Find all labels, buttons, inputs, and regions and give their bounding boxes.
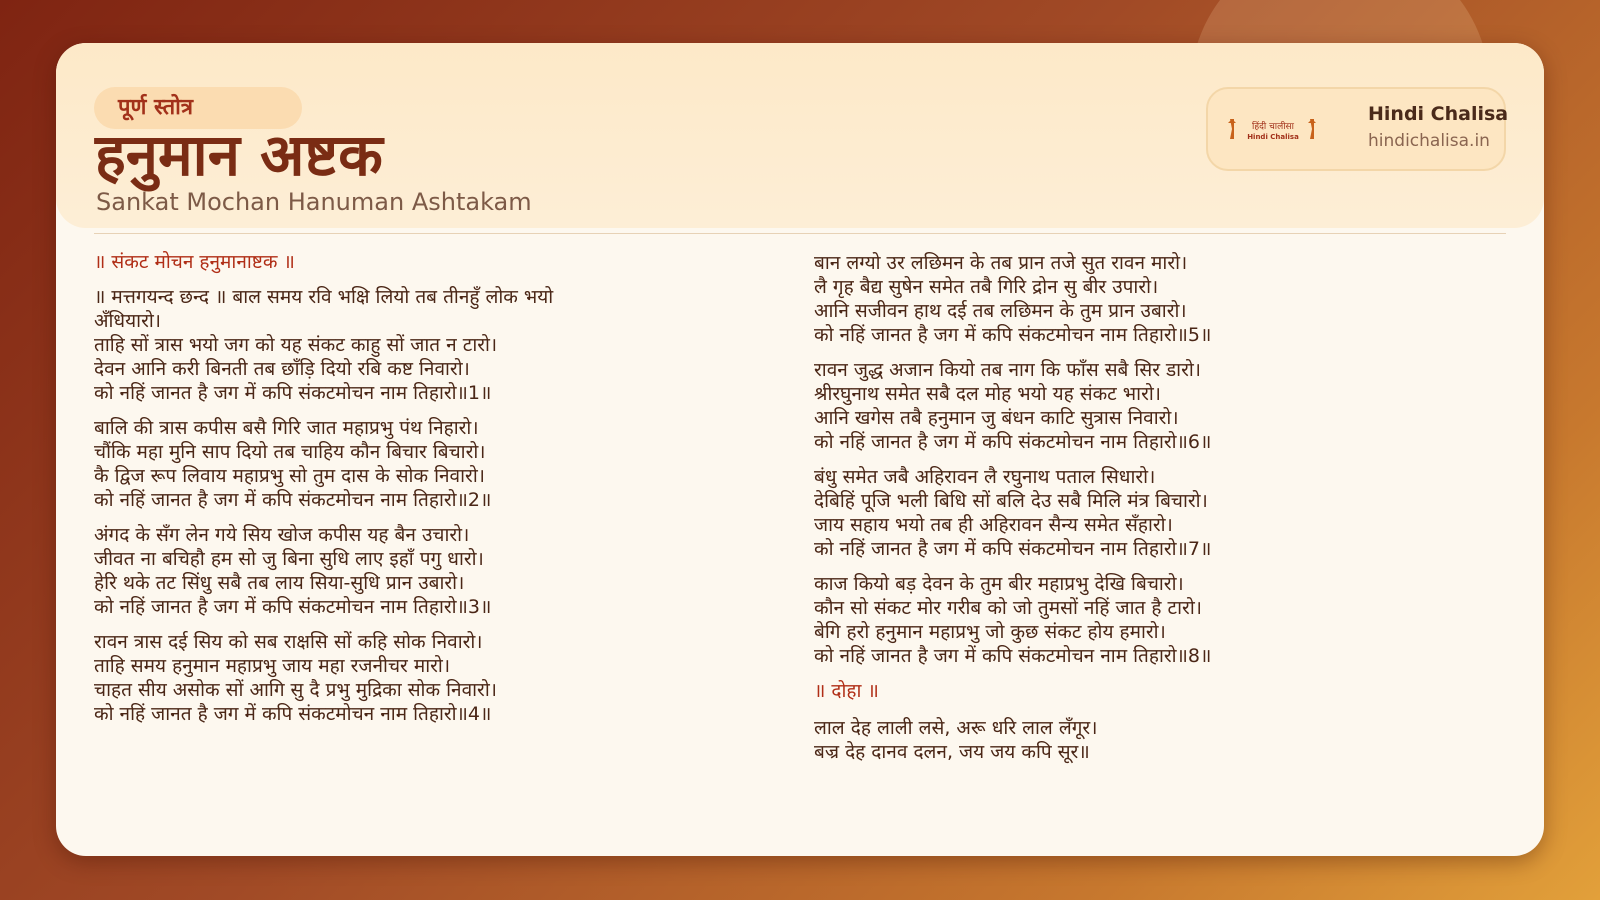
stanza-2: [94, 416, 784, 512]
verse-line: ताहि सों त्रास भयो जग को यह संकट काहु सों जात न टारो।: [94, 334, 498, 356]
verse-line: को नहिं जानत है जग में कपि संकटमोचन नाम तिहारो॥3॥: [94, 596, 492, 618]
stanza-3: [94, 523, 784, 619]
stanza-6: [814, 358, 1504, 454]
stanza-5: [814, 251, 1504, 347]
brand-name: Hindi Chalisa: [1368, 103, 1509, 125]
verse-line: को नहिं जानत है जग में कपि संकटमोचन नाम तिहारो॥4॥: [94, 703, 492, 725]
doha: [814, 716, 1504, 764]
verse-line: चाहत सीय असोक सों आगि सु दै प्रभु मुद्रिका सोक निवारो।: [94, 679, 497, 701]
logo-text: हिंदी चालीसा: [1252, 122, 1294, 132]
doha-title: ॥ दोहा ॥: [814, 680, 879, 702]
verse-line: अंगद के सँग लेन गये सिय खोज कपीस यह बैन उचारो।: [94, 524, 470, 546]
verse-line: आनि खगेस तबै हनुमान जु बंधन काटि सुत्रास निवारो।: [814, 407, 1179, 429]
brand-badge[interactable]: [1206, 87, 1509, 171]
verse-line: श्रीरघुनाथ समेत सबै दल मोह भयो यह संकट भारो।: [814, 383, 1161, 405]
hindi-chalisa-logo: [1226, 115, 1320, 145]
verse-line: बंधु समेत जबै अहिरावन लै रघुनाथ पताल सिधारो।: [814, 466, 1156, 488]
right-column: [814, 251, 1504, 775]
verse-line: बेगि हरो हनुमान महाप्रभु जो कुछ संकट होय हमारो।: [814, 621, 1166, 643]
verse-line: जीवत ना बचिहौ हम सो जु बिना सुधि लाए इहाँ पगु धारो।: [94, 548, 484, 570]
page-subtitle: Sankat Mochan Hanuman Ashtakam: [96, 188, 532, 216]
stanza-4: [94, 630, 784, 726]
content-card: [56, 43, 1544, 856]
verse-line: रावन त्रास दई सिय को सब राक्षसि सों कहि सोक निवारो।: [94, 631, 483, 653]
verse-line: बान लग्यो उर लछिमन के तब प्रान तजे सुत रावन मारो।: [814, 252, 1188, 274]
verse-line: को नहिं जानत है जग में कपि संकटमोचन नाम तिहारो॥7॥: [814, 538, 1212, 560]
verse-line: लै गृह बैद्य सुषेन समेत तबै गिरि द्रोन सु बीर उपारो।: [814, 276, 1159, 298]
verse-line: देवन आनि करी बिनती तब छाँड़ि दियो रबि कष्ट निवारो।: [94, 358, 470, 380]
verse-line: को नहिं जानत है जग में कपि संकटमोचन नाम तिहारो॥1॥: [94, 382, 492, 404]
verse-line: को नहिं जानत है जग में कपि संकटमोचन नाम तिहारो॥5॥: [814, 324, 1212, 346]
verse-line: देबिहिं पूजि भली बिधि सों बलि देउ सबै मिलि मंत्र बिचारो।: [814, 490, 1208, 512]
header-divider: [94, 233, 1506, 234]
verse-line: हेरि थके तट सिंधु सबै तब लाय सिया-सुधि प्रान उबारो।: [94, 572, 465, 594]
verse-line: को नहिं जानत है जग में कपि संकटमोचन नाम तिहारो॥8॥: [814, 645, 1212, 667]
verse-line: काज कियो बड़ देवन के तुम बीर महाप्रभु देखि बिचारो।: [814, 573, 1184, 595]
doha-line: लाल देह लाली लसे, अरू धरि लाल लँगूर।: [814, 717, 1098, 739]
verse-line: चौंकि महा मुनि साप दियो तब चाहिय कौन बिचार बिचारो।: [94, 441, 486, 463]
verse-line: ताहि समय हनुमान महाप्रभु जाय महा रजनीचर मारो।: [94, 655, 451, 677]
verse-line: को नहिं जानत है जग में कपि संकटमोचन नाम तिहारो॥2॥: [94, 489, 492, 511]
verse-line: को नहिं जानत है जग में कपि संकटमोचन नाम तिहारो॥6॥: [814, 431, 1212, 453]
left-column: [94, 250, 784, 737]
brand-url[interactable]: hindichalisa.in: [1368, 131, 1490, 151]
page-header: [56, 43, 1544, 228]
stanza-7: [814, 465, 1504, 561]
doha-line: बज्र देह दानव दलन, जय जय कपि सूर॥: [814, 741, 1090, 763]
verse-line: बालि की त्रास कपीस बसै गिरि जात महाप्रभु पंथ निहारो।: [94, 417, 479, 439]
stanza-8: [814, 572, 1504, 668]
verse-line: आनि सजीवन हाथ दई तब लछिमन के तुम प्रान उबारो।: [814, 300, 1187, 322]
logo-subtext: Hindi Chalisa: [1247, 133, 1299, 141]
category-tag: पूर्ण स्तोत्र: [94, 87, 302, 129]
verse-line: ॥ मत्तगयन्द छन्द ॥ बाल समय रवि भक्षि लियो तब तीनहुँ लोक भयो अँधियारो।: [94, 286, 554, 332]
verse-line: कौन सो संकट मोर गरीब को जो तुमसों नहिं जात है टारो।: [814, 597, 1202, 619]
verse-line: रावन जुद्ध अजान कियो तब नाग कि फाँस सबै सिर डारो।: [814, 359, 1201, 381]
stanza-1: [94, 285, 784, 405]
section-title: ॥ संकट मोचन हनुमानाष्टक ॥: [94, 251, 295, 273]
verse-line: जाय सहाय भयो तब ही अहिरावन सैन्य समेत सँहारो।: [814, 514, 1173, 536]
page-title: हनुमान अष्टक: [95, 121, 383, 189]
verse-line: कै द्विज रूप लिवाय महाप्रभु सो तुम दास के सोक निवारो।: [94, 465, 485, 487]
